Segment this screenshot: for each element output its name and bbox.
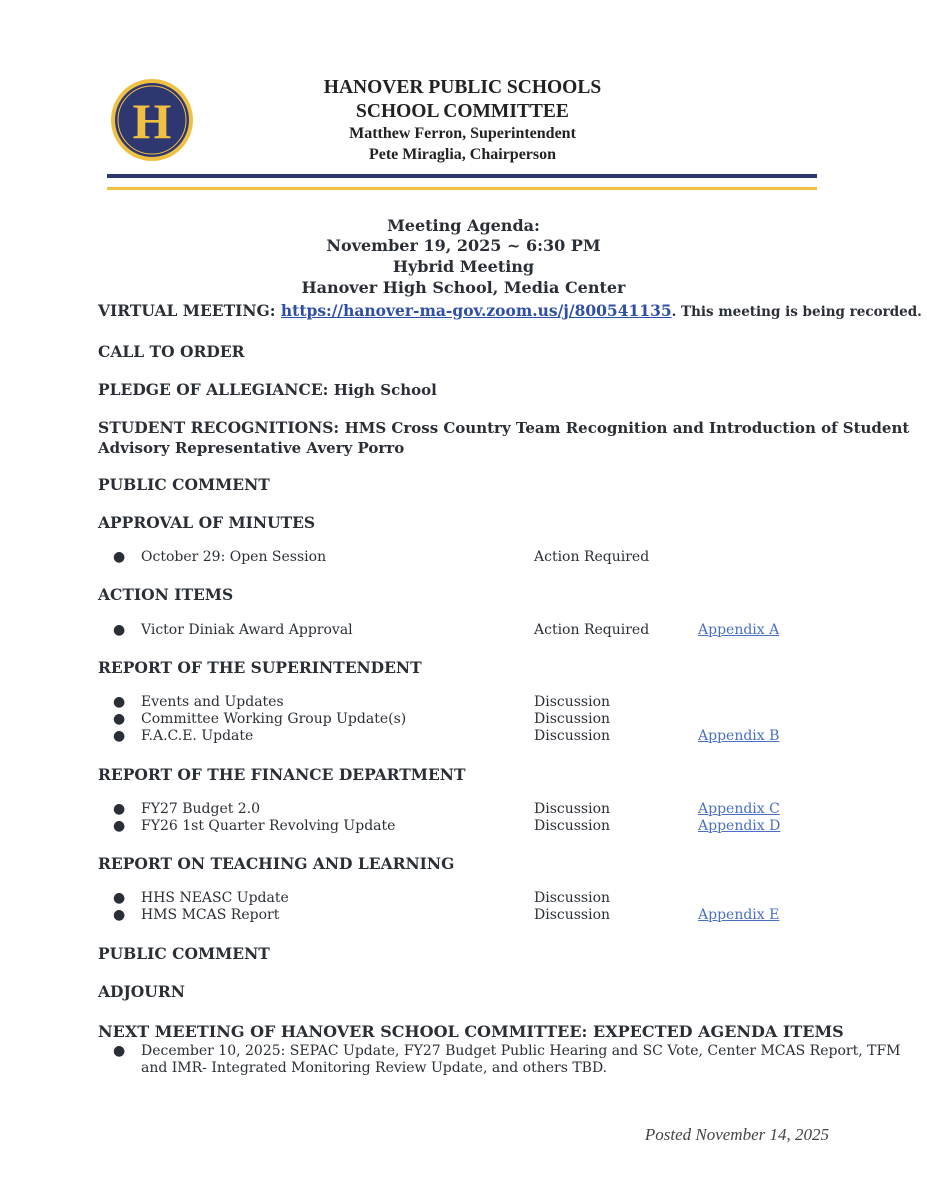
item-status: Discussion bbox=[534, 907, 611, 923]
appendix-e-link[interactable]: Appendix E bbox=[698, 907, 780, 923]
pledge-label: PLEDGE OF ALLEGIANCE: bbox=[98, 380, 329, 399]
agenda-item: Events and Updates bbox=[141, 694, 284, 710]
virtual-meeting-label: VIRTUAL MEETING: bbox=[98, 301, 276, 320]
call-to-order-heading: CALL TO ORDER bbox=[98, 342, 245, 361]
bullet: ● bbox=[113, 801, 126, 817]
district-title: HANOVER PUBLIC SCHOOLS bbox=[323, 77, 602, 98]
header-divider-navy bbox=[107, 174, 817, 178]
recognitions-line-2 bbox=[98, 438, 404, 457]
teaching-report-heading: REPORT ON TEACHING AND LEARNING bbox=[98, 854, 455, 873]
chairperson-name: Pete Miraglia, Chairperson bbox=[368, 146, 557, 163]
recording-note: . This meeting is being recorded. bbox=[671, 304, 922, 320]
item-status: Action Required bbox=[534, 549, 650, 565]
recognitions-line bbox=[98, 418, 909, 437]
agenda-item: October 29: Open Session bbox=[141, 549, 327, 565]
hanover-logo bbox=[110, 78, 194, 162]
header-divider-gold bbox=[107, 187, 817, 190]
bullet: ● bbox=[113, 890, 126, 906]
next-meeting-items: December 10, 2025: SEPAC Update, FY27 Budget Public Hearing and SC Vote, Center MCAS Report, TFM bbox=[141, 1043, 901, 1059]
agenda-item: FY27 Budget 2.0 bbox=[141, 801, 261, 817]
pledge-value: High School bbox=[333, 381, 437, 399]
agenda-item: Committee Working Group Update(s) bbox=[141, 711, 407, 727]
recognitions-label: STUDENT RECOGNITIONS: bbox=[98, 418, 340, 437]
bullet: ● bbox=[113, 622, 126, 638]
approval-minutes-heading: APPROVAL OF MINUTES bbox=[98, 513, 316, 532]
committee-title: SCHOOL COMMITTEE bbox=[356, 101, 569, 122]
item-status: Action Required bbox=[534, 622, 650, 638]
agenda-item: FY26 1st Quarter Revolving Update bbox=[141, 818, 396, 834]
item-status: Discussion bbox=[534, 711, 611, 727]
bullet: ● bbox=[113, 728, 126, 744]
item-status: Discussion bbox=[534, 818, 611, 834]
item-status: Discussion bbox=[534, 728, 611, 744]
appendix-d-link[interactable]: Appendix D bbox=[698, 818, 781, 834]
item-status: Discussion bbox=[534, 890, 611, 906]
public-comment-heading-2: PUBLIC COMMENT bbox=[98, 944, 270, 963]
appendix-a-link[interactable]: Appendix A bbox=[698, 622, 780, 638]
meeting-datetime: November 19, 2025 ~ 6:30 PM bbox=[326, 236, 601, 255]
zoom-link[interactable]: https://hanover-ma-gov.zoom.us/j/800541135 bbox=[280, 301, 672, 320]
superintendent-report-heading: REPORT OF THE SUPERINTENDENT bbox=[98, 658, 422, 677]
meeting-location: Hanover High School, Media Center bbox=[301, 278, 626, 297]
agenda-item: HHS NEASC Update bbox=[141, 890, 289, 906]
bullet: ● bbox=[113, 907, 126, 923]
bullet: ● bbox=[113, 711, 126, 727]
agenda-title: Meeting Agenda: bbox=[387, 216, 540, 235]
agenda-item: HMS MCAS Report bbox=[141, 907, 280, 923]
agenda-item: Victor Diniak Award Approval bbox=[141, 622, 353, 638]
agenda-item: F.A.C.E. Update bbox=[141, 728, 254, 744]
bullet: ● bbox=[113, 694, 126, 710]
appendix-c-link[interactable]: Appendix C bbox=[698, 801, 780, 817]
pledge-line bbox=[98, 380, 437, 399]
recognitions-value: HMS Cross Country Team Recognition and Introduction of Student bbox=[344, 419, 910, 437]
next-meeting-heading: NEXT MEETING OF HANOVER SCHOOL COMMITTEE: EXPECTED AGENDA ITEMS bbox=[98, 1022, 844, 1041]
finance-report-heading: REPORT OF THE FINANCE DEPARTMENT bbox=[98, 765, 466, 784]
recognitions-value-2: Advisory Representative Avery Porro bbox=[98, 439, 405, 457]
item-status: Discussion bbox=[534, 801, 611, 817]
bullet: ● bbox=[113, 1043, 126, 1059]
logo-letter: H bbox=[132, 93, 172, 149]
action-items-heading: ACTION ITEMS bbox=[98, 585, 234, 604]
virtual-meeting-line bbox=[98, 301, 922, 320]
meeting-type: Hybrid Meeting bbox=[392, 257, 535, 276]
appendix-b-link[interactable]: Appendix B bbox=[698, 728, 780, 744]
posted-date: Posted November 14, 2025 bbox=[644, 1125, 829, 1144]
next-meeting-items-2: and IMR- Integrated Monitoring Review Update, and others TBD. bbox=[141, 1060, 608, 1076]
superintendent-name: Matthew Ferron, Superintendent bbox=[349, 125, 576, 142]
public-comment-heading: PUBLIC COMMENT bbox=[98, 475, 270, 494]
adjourn-heading: ADJOURN bbox=[98, 982, 185, 1001]
item-status: Discussion bbox=[534, 694, 611, 710]
bullet: ● bbox=[113, 818, 126, 834]
bullet: ● bbox=[113, 549, 126, 565]
